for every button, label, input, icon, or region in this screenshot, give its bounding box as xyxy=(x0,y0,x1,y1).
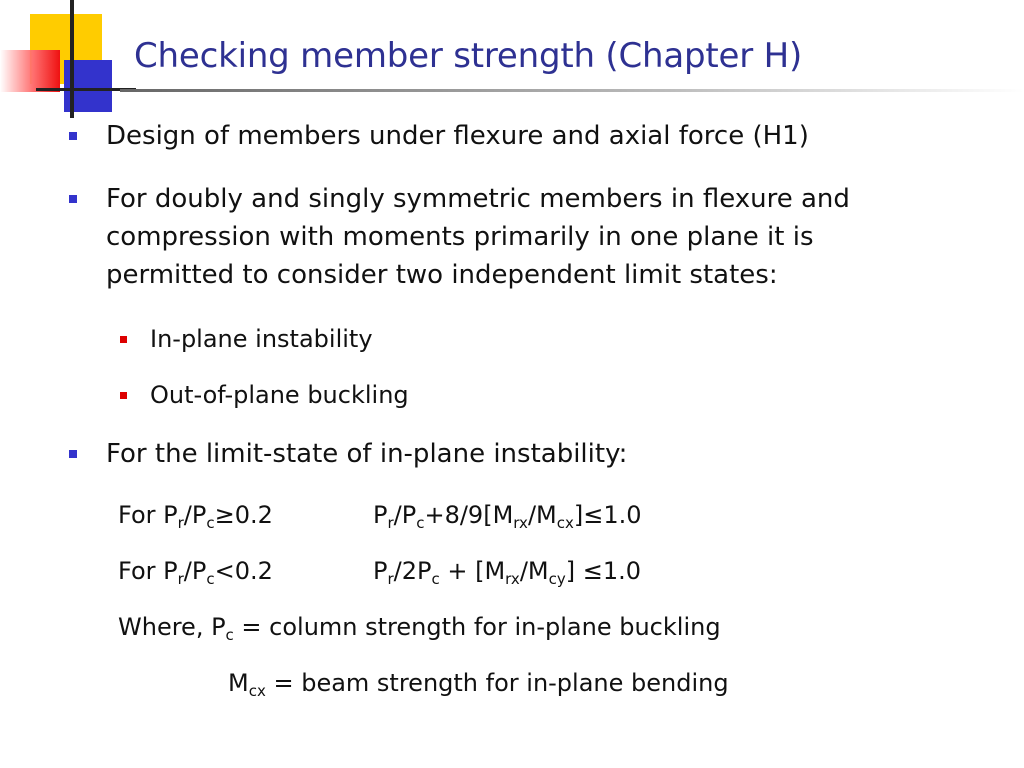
bullet-text: For the limit-state of in-plane instability: xyxy=(106,439,628,469)
bullet-item xyxy=(106,117,809,155)
bullet-item xyxy=(106,435,627,473)
title-divider xyxy=(120,89,1024,92)
corner-decoration-vertical-line xyxy=(70,0,74,118)
sub-bullet-text: Out-of-plane buckling xyxy=(150,381,409,409)
definition-row: Where, $P_c$ = column strength for in-plane buckling xyxy=(118,613,721,644)
bullet-text: Design of members under flexure and axial force (H1) xyxy=(106,121,809,151)
bullet-text-line: compression with moments primarily in one plane it is xyxy=(106,222,814,252)
equation-condition: For $P_r/P_c\ge 0.2$ xyxy=(118,501,273,532)
bullet-text-line: For doubly and singly symmetric members in flexure and xyxy=(106,184,850,214)
bullet-marker-icon xyxy=(69,132,77,140)
slide-title: Checking member strength (Chapter H) xyxy=(134,36,803,76)
bullet-marker-icon xyxy=(69,450,77,458)
equation-formula: $P_r/2P_c + [M_{rx}/M_{cy}] \le 1.0$ xyxy=(373,557,642,588)
sub-bullet-item xyxy=(150,322,373,356)
sub-bullet-marker-icon xyxy=(120,392,127,399)
equation-condition: For $P_r/P_c<0.2$ xyxy=(118,557,273,588)
bullet-text-line: permitted to consider two independent limit states: xyxy=(106,260,778,290)
sub-bullet-text: In-plane instability xyxy=(150,325,373,353)
bullet-marker-icon xyxy=(69,195,77,203)
sub-bullet-item xyxy=(150,378,409,412)
bullet-item xyxy=(106,180,850,294)
equation-formula: $P_r/P_c+8/9[M_{rx}/M_{cx}]\le 1.0$ xyxy=(373,501,642,532)
sub-bullet-marker-icon xyxy=(120,336,127,343)
definition-row: $M_{cx}$ = beam strength for in-plane bending xyxy=(228,669,729,700)
corner-decoration-red-gradient xyxy=(0,50,60,92)
